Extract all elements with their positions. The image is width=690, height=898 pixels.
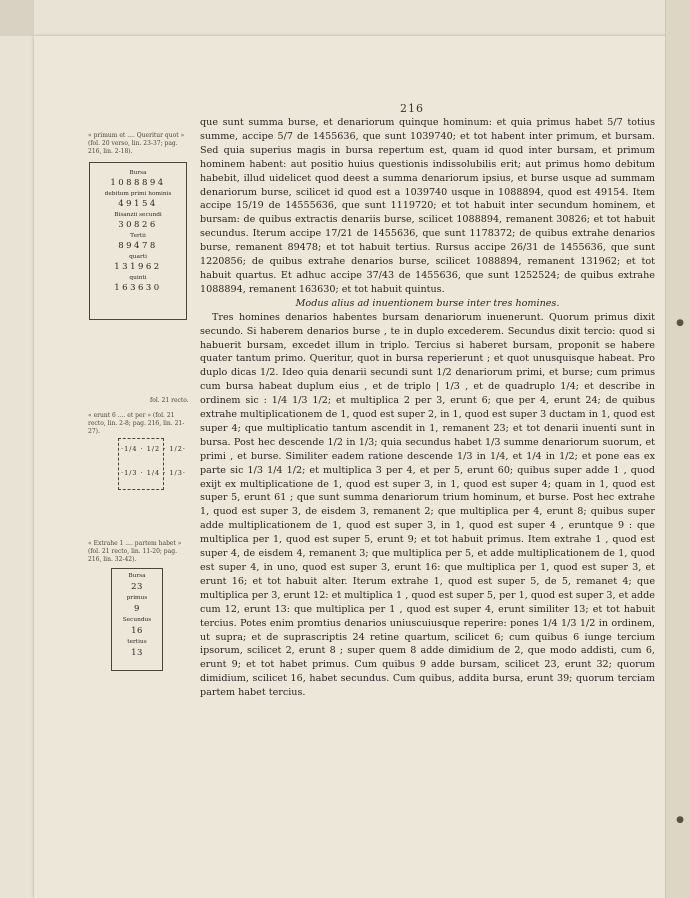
box1-value-2: 30826: [118, 220, 158, 230]
bursa-table-five: [89, 162, 187, 320]
box3-bursa: 23: [131, 582, 143, 592]
box3-label-1: primus: [126, 595, 148, 601]
box1-value-4: 131962: [114, 262, 162, 272]
box1-value-3: 89478: [118, 241, 158, 251]
page-number: 216: [400, 102, 424, 115]
box1-label-3: Tertii: [130, 233, 146, 239]
margin-dot: ●: [676, 318, 684, 328]
paragraph-2: Tres homines denarios habentes bursam denariorum inuenerunt. Quorum primus dixit secundo. Si haberem denarios burse , te in duplo excederem. Secundus dixit tercio: quod si habuerit bursam, excedet illum in triplo. Tercius si haberet bursam, proponit se habere quater tantum primo. Queritur, quot in bursa reperierunt ; et quot unusquisque habeat. Pro duplo dicas 1/2. Ideo quia denarii secundi sunt 1/2 denariorum primi, et burse; cum primus cum bursa habeat duplum eius , et de triplo | 1/3 , et de quadruplo 1/4; et describe in ordinem sic : 1/4 1/3 1/2; et multiplica 2 per 3, erunt 6; que per 4, erunt 24; de quibus extrahe multiplicationem de 1, quod est super 2, in 1, quod est super 3 ductam in 1, quod est super 4; que multiplicatio tantum ascendit in 1, remanent 23; et tot denarii inuenti sunt in bursa. Post hec descende 1/2 in 1/3; quia secundus habet 1/3 summe denariorum suorum, et primi , et burse. Similiter eadem ratione descende 1/3 in 1/4, et 1/4 in 1/2; et pone eas ex parte sic 1/3 1/4 1/2; et multiplica 3 per 4, et per 5, erunt 60; quibus super adde 1 , quod exijt ex multiplicatione de 1, quod est super 3, in 1, quod est super 4; quam in 1, quod est super 5, erunt 61 ; que sunt summa denariorum trium hominum, et burse. Post hec extrahe 1, quod est super 3, de eisdem 3, remanent 2; que multiplica per 4, erunt 8; quibus super adde multiplicationem de 1, quod est super 3, in 1, quod est super 4 , eruntque 9 : que multiplica per 1, quod est super 5, erunt 9; et tot habuit primus. Item extrahe 1 , quod est super 4, de eisdem 4, remanent 3; que multiplica per 5, et adde multiplicationem de 1, quod est super 4, in uno, quod est super 3, erunt 16: que multiplica per 1, quod est super 3, et erunt 16; et tot habuit alter. Iterum extrahe 1, quod est super 5, de 5, remanet 4; que multiplica per 3, erunt 12: et multiplica 1 , quod est super 5, per 1, quod est super 3, et adde cum 12, erunt 13: que multiplica per 1 , quod est super 4, erunt similiter 13; et tot habuit tercius. Potes enim promtius denarios uniuscuiusque reperire: pones 1/4 1/3 1/2 in ordinem, ut supra; et de suprascriptis 24 retine quartum, scilicet 6; cum quibus 6 iunge tercium ipsorum, scilicet 2, erunt 8 ; super quem 8 adde dimidium de 2, que modo addisti, cum 6, erunt 9; et tot habet primus. Cum quibus 9 adde bursam, scilicet 23, erunt 32; quorum dimidium, scilicet 16, habet secundus. Cum quibus, addita bursa, erunt 39; quorum terciam partem habet tercius.: [200, 311, 655, 699]
bursa-table-three: [111, 568, 163, 671]
box3-title: Bursa: [128, 573, 146, 579]
margin-note-4: « Extrahe 1 .... partem habet » (fol. 21 recto, lin. 11-20; pag. 216, lin. 32-42).: [88, 540, 182, 563]
box1-label-5: quinti: [129, 275, 147, 281]
box3-label-2: Secundus: [122, 617, 152, 623]
box1-label-1: debitum primi hominis: [104, 191, 172, 197]
margin-note-3: « erunt 6 .... et per » (fol. 21 recto, lin. 2-8; pag. 216, lin. 21-27).: [88, 412, 185, 435]
main-text: [200, 116, 655, 700]
box1-label-2: Bisanzii secundi: [114, 212, 162, 218]
box1-label-4: quarti: [129, 254, 147, 260]
fraction-row-2: ·1/3 · 1/4 · 1/3·: [121, 469, 186, 477]
box1-bursa: 1088894: [110, 178, 166, 188]
box1-value-5: 163630: [114, 283, 162, 293]
box1-value-1: 49154: [118, 199, 158, 209]
box3-value-2: 16: [131, 626, 143, 636]
scan-corner: [0, 0, 34, 36]
margin-note-2: fol. 21 recto.: [150, 397, 189, 404]
section-heading: Modus alius ad inuentionem burse inter tres homines.: [295, 297, 560, 309]
box3-value-1: 9: [134, 604, 140, 614]
box3-value-3: 13: [131, 648, 143, 658]
paragraph-1: que sunt summa burse, et denariorum quinque hominum: et quia primus habet 5/7 totius summe, accipe 5/7 de 1455636, que sunt 1039740; et tot habent inter primum, et bursam. Sed quia superius magis in bursa repertum est, quam id quod inter bursam, et primum hominem habent: aut positio huius questionis indissolubilis erit; aut primus homo debitum habebit, illud uidelicet quod deest a summa denariorum ipsius, et burse usque ad summam denariorum burse, scilicet id quod est a 1039740 usque in 1088894, quod est 49154. Item accipe 15/19 de 14555636, que sunt 1119720; et tot habuit inter secundum hominem, et bursam: de quibus extractis denariis burse, scilicet 1088894, remanent 30826; et tot habuit secundus. Iterum accipe 17/21 de 1455636, que sunt 1178372; de quibus extrahe denarios burse, remanent 89478; et tot habuit tertius. Rursus accipe 26/31 de 1455636, que sunt 1220856; de quibus extrahe denarios burse, scilicet 1088894, remanent 131962; et tot habuit quartus. Et adhuc accipe 37/43 de 1455636, que sunt 1252524; de quibus extrahe 1088894, remanent 163630; et tot habuit quintus.: [200, 117, 655, 295]
margin-note-1: « primum et .... Queritur quot » (fol. 20 verso, lin. 23-37; pag. 216, lin. 2-18).: [88, 132, 185, 155]
margin-dot: ●: [676, 815, 684, 825]
binding-strip: [665, 0, 690, 898]
fraction-row-1: ·1/4 · 1/2 · 1/2·: [121, 445, 186, 453]
fraction-box: [118, 438, 186, 490]
box1-title: Bursa: [129, 170, 147, 176]
box3-label-3: tertius: [127, 639, 147, 645]
